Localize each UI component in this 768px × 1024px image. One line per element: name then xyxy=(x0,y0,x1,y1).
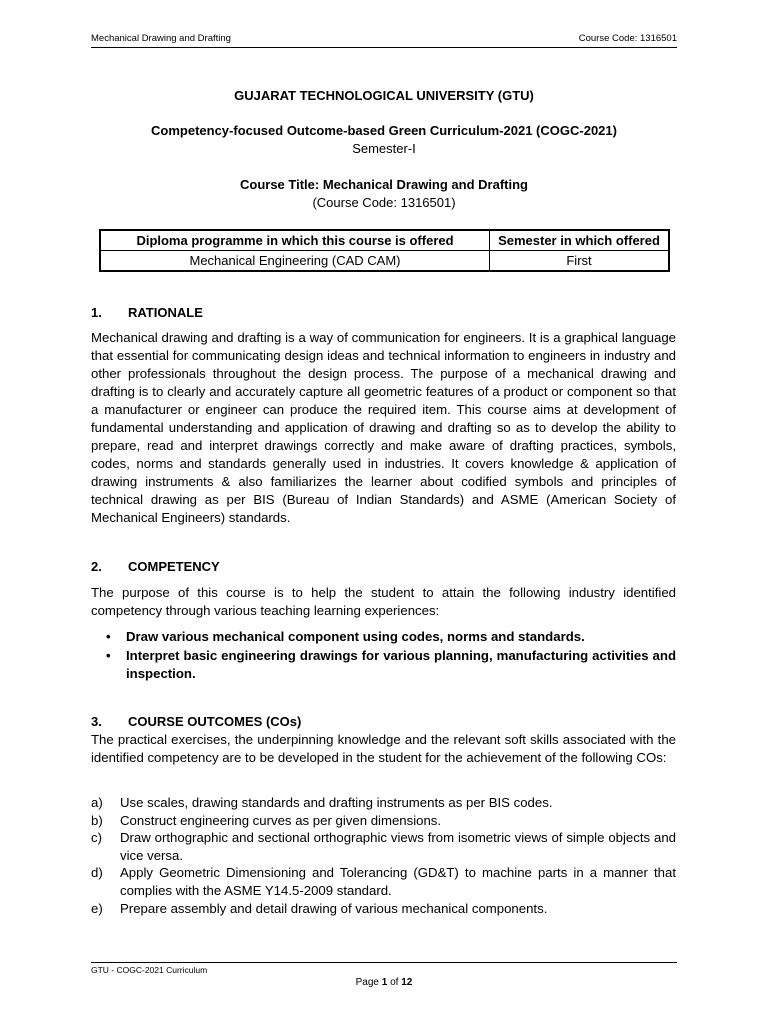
section-number: 1. xyxy=(91,305,102,320)
section-heading-outcomes xyxy=(91,714,301,729)
list-item: d) Apply Geometric Dimensioning and Tolerancing (GD&T) to machine parts in a manner that complies with the ASME Y14.5-2009 standard. xyxy=(91,865,676,898)
list-item: b) Construct engineering curves as per given dimensions. xyxy=(91,812,442,828)
table-header-row xyxy=(100,230,669,251)
table-cell: Mechanical Engineering (CAD CAM) xyxy=(100,251,490,272)
table-row xyxy=(100,251,669,272)
table-cell: First xyxy=(490,251,670,272)
bullet-icon: • xyxy=(106,648,111,663)
header-course-code: Course Code: 1316501 xyxy=(578,33,677,44)
section-title: RATIONALE xyxy=(128,305,203,320)
section-heading-competency xyxy=(91,559,220,574)
rationale-paragraph: Mechanical drawing and drafting is a way of communication for engineers. It is a graphical language that essential for communicating design ideas and technical information to engineers in industry and other professionals throughout the design process. The purpose of a mechanical drawing and drafting is to clearly and accurately capture all geometric features of a product or component so that a manufacturer or engineer can produce the required item. This course aims at development of fundamental understanding and application of drawing and drafting so as to develop the ability to prepare, read and interpret drawings correctly and make aware of drafting practices, symbols, codes, norms and standards generally used in industries. It covers knowledge & application of drawing instruments & also familiarizes the learner about codified symbols and principles of technical drawing as per BIS (Bureau of Indian Standards) and ASME (American Society of Mechanical Engineers) standards. xyxy=(91,330,676,525)
section-heading-rationale xyxy=(91,305,203,320)
outcomes-intro: The practical exercises, the underpinning knowledge and the relevant soft skills associated with the identified competency are to be developed in the student for the achievement of the following COs: xyxy=(91,732,676,765)
page-footer xyxy=(91,962,677,975)
semester-label: Semester-I xyxy=(352,141,416,156)
footer-label: GTU - COGC-2021 Curriculum xyxy=(91,965,208,975)
competency-intro: The purpose of this course is to help the student to attain the following industry identified competency through various teaching learning experiences: xyxy=(91,585,676,618)
table-header-cell: Diploma programme in which this course is offered xyxy=(100,230,490,251)
page-number: Page 1 of 12 xyxy=(355,977,413,988)
curriculum-title: Competency-focused Outcome-based Green Curriculum-2021 (COGC-2021) xyxy=(151,123,617,138)
competency-list xyxy=(91,628,676,684)
list-item: a) Use scales, drawing standards and drafting instruments as per BIS codes. xyxy=(91,795,553,810)
section-number: 3. xyxy=(91,714,102,729)
header-course-name: Mechanical Drawing and Drafting xyxy=(91,33,231,44)
section-title: COMPETENCY xyxy=(128,559,220,574)
page-header xyxy=(91,33,677,48)
section-title: COURSE OUTCOMES (COs) xyxy=(128,714,302,729)
list-item: e) Prepare assembly and detail drawing of various mechanical components. xyxy=(91,900,548,916)
list-item: • Draw various mechanical component using codes, norms and standards. xyxy=(106,629,585,644)
list-item: c) Draw orthographic and sectional orthographic views from isometric views of simple objects and vice versa. xyxy=(91,830,676,863)
bullet-icon: • xyxy=(106,629,111,644)
section-number: 2. xyxy=(91,559,102,574)
programme-table xyxy=(99,229,670,272)
list-item: • Interpret basic engineering drawings for various planning, manufacturing activities and inspection. xyxy=(106,648,676,681)
course-title: Course Title: Mechanical Drawing and Drafting xyxy=(240,177,528,192)
course-code: (Course Code: 1316501) xyxy=(312,195,456,210)
outcomes-list xyxy=(91,794,676,917)
table-header-cell: Semester in which offered xyxy=(490,230,670,251)
university-title: GUJARAT TECHNOLOGICAL UNIVERSITY (GTU) xyxy=(234,88,534,103)
